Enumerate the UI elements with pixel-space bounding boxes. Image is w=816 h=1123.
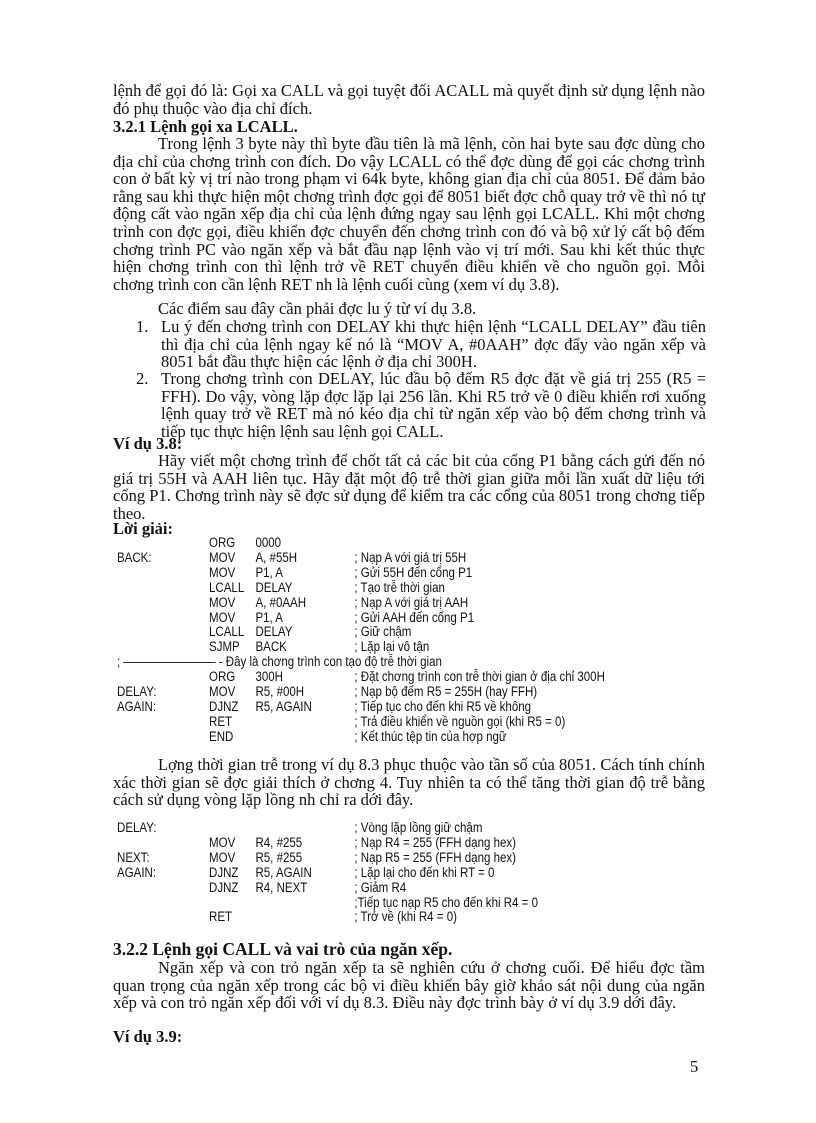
code-operand: 300H [255, 669, 283, 685]
code-operand: A, #55H [255, 549, 298, 565]
code-mnemonic: MOV [209, 609, 236, 625]
code-line [117, 729, 633, 744]
code-line [117, 669, 633, 684]
code-mnemonic: DJNZ [209, 864, 239, 880]
code-operand: DELAY [255, 579, 293, 595]
code-line [117, 595, 633, 610]
code-comment: ; Giảm R4 [354, 879, 407, 895]
code-line [117, 909, 633, 924]
code-line [117, 714, 633, 729]
code-operand: R4, #255 [255, 834, 303, 850]
code-line [117, 550, 633, 565]
list-number: 2. [136, 369, 149, 388]
code-mnemonic: RET [209, 909, 233, 925]
code-operand: 0000 [255, 535, 282, 550]
code-operand: R4, NEXT [255, 879, 308, 895]
code-comment: ; Kết thúc tệp tin của hợp ngữ [354, 728, 507, 744]
code-mnemonic: MOV [209, 849, 236, 865]
code-comment: ; Nạp bộ đếm R5 = 255H (hay FFH) [354, 684, 538, 699]
list-item-2 [136, 370, 706, 440]
code-mnemonic: MOV [209, 549, 236, 565]
paragraph-lcall: Trong lệnh 3 byte này thì byte đầu tiên là mã lệnh, còn hai byte sau đợc dùng cho địa chỉ của chơng trình con đích. Do vậy LCALL có thể đợc dùng để gọi các chơng trình con ở bất kỳ vị trí nào trong phạm vi 64k byte, không gian địa chỉ của 8051. Để đảm bảo rằng sau khi thực hiện một chơng trình đợc gọi để 8051 biết đợc chỗ quay trở về thì nó tự động cất vào ngăn xếp địa chỉ của lệnh đứng ngay sau lệnh gọi LCALL. Khi một chơng trình con đợc gọi, điều khiển đợc chuyển đến chơng trình con đó và bộ xử lý cất bộ đếm chơng trình PC vào ngăn xếp và bắt đầu nạp lệnh vào vị trí mới. Sau khi kết thúc thực hiện chơng trình con thì lệnh trở về RET chuyển điều khiển về cho nguồn gọi. Mỗi chơng trình con cần lệnh RET nh là lệnh cuối cùng (xem ví dụ 3.8). [113, 134, 705, 294]
code-comment: ; Tạo trễ thời gian [354, 579, 445, 595]
code-line [117, 835, 633, 850]
code-operand: P1, A [255, 564, 283, 580]
code-line [117, 895, 633, 910]
code-mnemonic: MOV [209, 834, 236, 850]
code-comment: ; Trả điều khiển về nguồn gọi (khi R5 = 0) [354, 713, 566, 729]
code-line [117, 639, 633, 654]
code-mnemonic: MOV [209, 684, 236, 699]
code-label: DELAY: [117, 684, 157, 699]
code-mnemonic: DJNZ [209, 879, 239, 895]
list-text: Lu ý đến chơng trình con DELAY khi thực hiện lệnh “LCALL DELAY” đầu tiên thì địa chỉ của lệnh ngay kế nó là “MOV A, #0AAH” đợc đẩy vào ngăn xếp và 8051 bắt đầu thực hiện các lệnh ở địa chỉ 300H. [161, 317, 706, 372]
code-label: NEXT: [117, 849, 150, 865]
solution-label: Lời giải: [113, 519, 174, 538]
list-number: 1. [136, 317, 149, 336]
code-line [117, 535, 633, 550]
code-line [117, 850, 633, 865]
paragraph-notes-intro: Các điểm sau đây cần phải đợc lu ý từ ví dụ 3.8. [158, 299, 477, 318]
code-line [117, 684, 633, 699]
code-line [117, 565, 633, 580]
code-label: ; ———————— - Đây là chơng trình con tạo độ trễ thời gian [117, 654, 442, 670]
code-label: DELAY: [117, 820, 157, 835]
page-number: 5 [690, 1057, 699, 1076]
code-line [117, 610, 633, 625]
paragraph-delay-time: Lợng thời gian trễ trong ví dụ 8.3 phục thuộc vào tần số của 8051. Cách tính chính xác thời gian sẽ đợc giải thích ở chơng 4. Tuy nhiên ta có thể tăng thời gian độ trễ bằng cách sử dụng vòng lặp lồng nh chỉ ra dới đây. [113, 755, 705, 810]
heading-3-2-1: 3.2.1 Lệnh gọi xa LCALL. [113, 117, 298, 136]
code-line [117, 880, 633, 895]
code-operand: BACK [255, 639, 287, 655]
code-comment: ; Nạp A với giá trị AAH [354, 594, 469, 610]
code-operand: R5, AGAIN [255, 864, 312, 880]
code-mnemonic: LCALL [209, 624, 245, 640]
code-comment: ; Lặp lại vô tận [354, 639, 430, 655]
code-mnemonic: ORG [209, 535, 236, 550]
code-mnemonic: RET [209, 713, 233, 729]
paragraph-example-3-8: Hãy viết một chơng trình để chốt tất cả các bit của cổng P1 bằng cách gửi đến nó giá trị 55H và AAH liên tục. Hãy đặt một độ trễ thời gian giữa mỗi lần xuất dữ liệu tới cổng P1. Chơng trình này sẽ đợc sử dụng để kiểm tra các cổng của 8051 trong chơng tiếp theo. [113, 451, 705, 523]
code-label: BACK: [117, 549, 152, 565]
code-operand: R5, AGAIN [255, 698, 312, 714]
code-line [117, 654, 633, 669]
code-line [117, 699, 633, 714]
code-comment: ; Lặp lại cho đến khi RT = 0 [354, 864, 495, 880]
code-label: AGAIN: [117, 864, 157, 880]
example-3-8-label: Ví dụ 3.8: [113, 434, 183, 453]
example-3-9-label: Ví dụ 3.9: [113, 1027, 183, 1046]
code-comment: ; Nạp R5 = 255 (FFH dạng hex) [354, 849, 516, 865]
code-comment: ; Đặt chơng trình con trễ thời gian ở địa chỉ 300H [354, 669, 605, 685]
list-text: Trong chơng trình con DELAY, lúc đầu bộ đếm R5 đợc đặt về giá trị 255 (R5 = FFH). Do vậy, vòng lặp đợc lặp lại 256 lần. Khi R5 trở về 0 điều khiển rơi xuống lệnh quay trở về RET mà nó kéo địa chỉ từ ngăn xếp vào bộ đếm chơng trình và tiếp tục thực hiện lệnh sau lệnh gọi CALL. [161, 369, 706, 441]
code-mnemonic: DJNZ [209, 698, 239, 714]
code-comment: ; Vòng lặp lồng giữ chậm [354, 820, 483, 835]
code-line [117, 865, 633, 880]
list-item-1 [136, 318, 706, 371]
code-line [117, 580, 633, 595]
code-mnemonic: MOV [209, 594, 236, 610]
code-comment: ; Nạp R4 = 255 (FFH dạng hex) [354, 834, 516, 850]
code-line [117, 820, 633, 835]
paragraph-stack: Ngăn xếp và con trỏ ngăn xếp ta sẽ nghiên cứu ở chơng cuối. Để hiểu đợc tầm quan trọng của ngăn xếp trong các bộ vi điều khiển bây giờ khảo sát nội dung của ngăn xếp và con trỏ ngăn xếp đối với ví dụ 8.3. Điều này đợc trình bày ở ví dụ 3.9 dới đây. [113, 958, 705, 1013]
code-line [117, 624, 633, 639]
code-comment: ; Gửi AAH đến cổng P1 [354, 609, 475, 625]
code-comment: ; Tiếp tục cho đến khi R5 về không [354, 698, 532, 714]
code-mnemonic: LCALL [209, 579, 245, 595]
code-operand: A, #0AAH [255, 594, 307, 610]
code-mnemonic: END [209, 728, 234, 744]
code-mnemonic: SJMP [209, 639, 240, 655]
code-comment: ; Gửi 55H đến cổng P1 [354, 564, 473, 580]
code-label: AGAIN: [117, 698, 157, 714]
code-comment: ; Giữ chậm [354, 624, 412, 640]
code-operand: R5, #255 [255, 849, 303, 865]
code-comment: ; Nạp A với giá trị 55H [354, 549, 467, 565]
code-mnemonic: ORG [209, 669, 236, 685]
code-operand: DELAY [255, 624, 293, 640]
heading-3-2-2: 3.2.2 Lệnh gọi CALL và vai trò của ngăn xếp. [113, 939, 453, 959]
code-comment: ; Trở về (khi R4 = 0) [354, 909, 457, 925]
code-operand: P1, A [255, 609, 283, 625]
code-comment: ;Tiếp tục nạp R5 cho đến khi R4 = 0 [354, 894, 538, 910]
code-mnemonic: MOV [209, 564, 236, 580]
code-operand: R5, #00H [255, 684, 305, 699]
paragraph-intro: lệnh để gọi đó là: Gọi xa CALL và gọi tuyệt đối ACALL mà quyết định sử dụng lệnh nào đó phụ thuộc vào địa chỉ đích. [113, 81, 705, 118]
